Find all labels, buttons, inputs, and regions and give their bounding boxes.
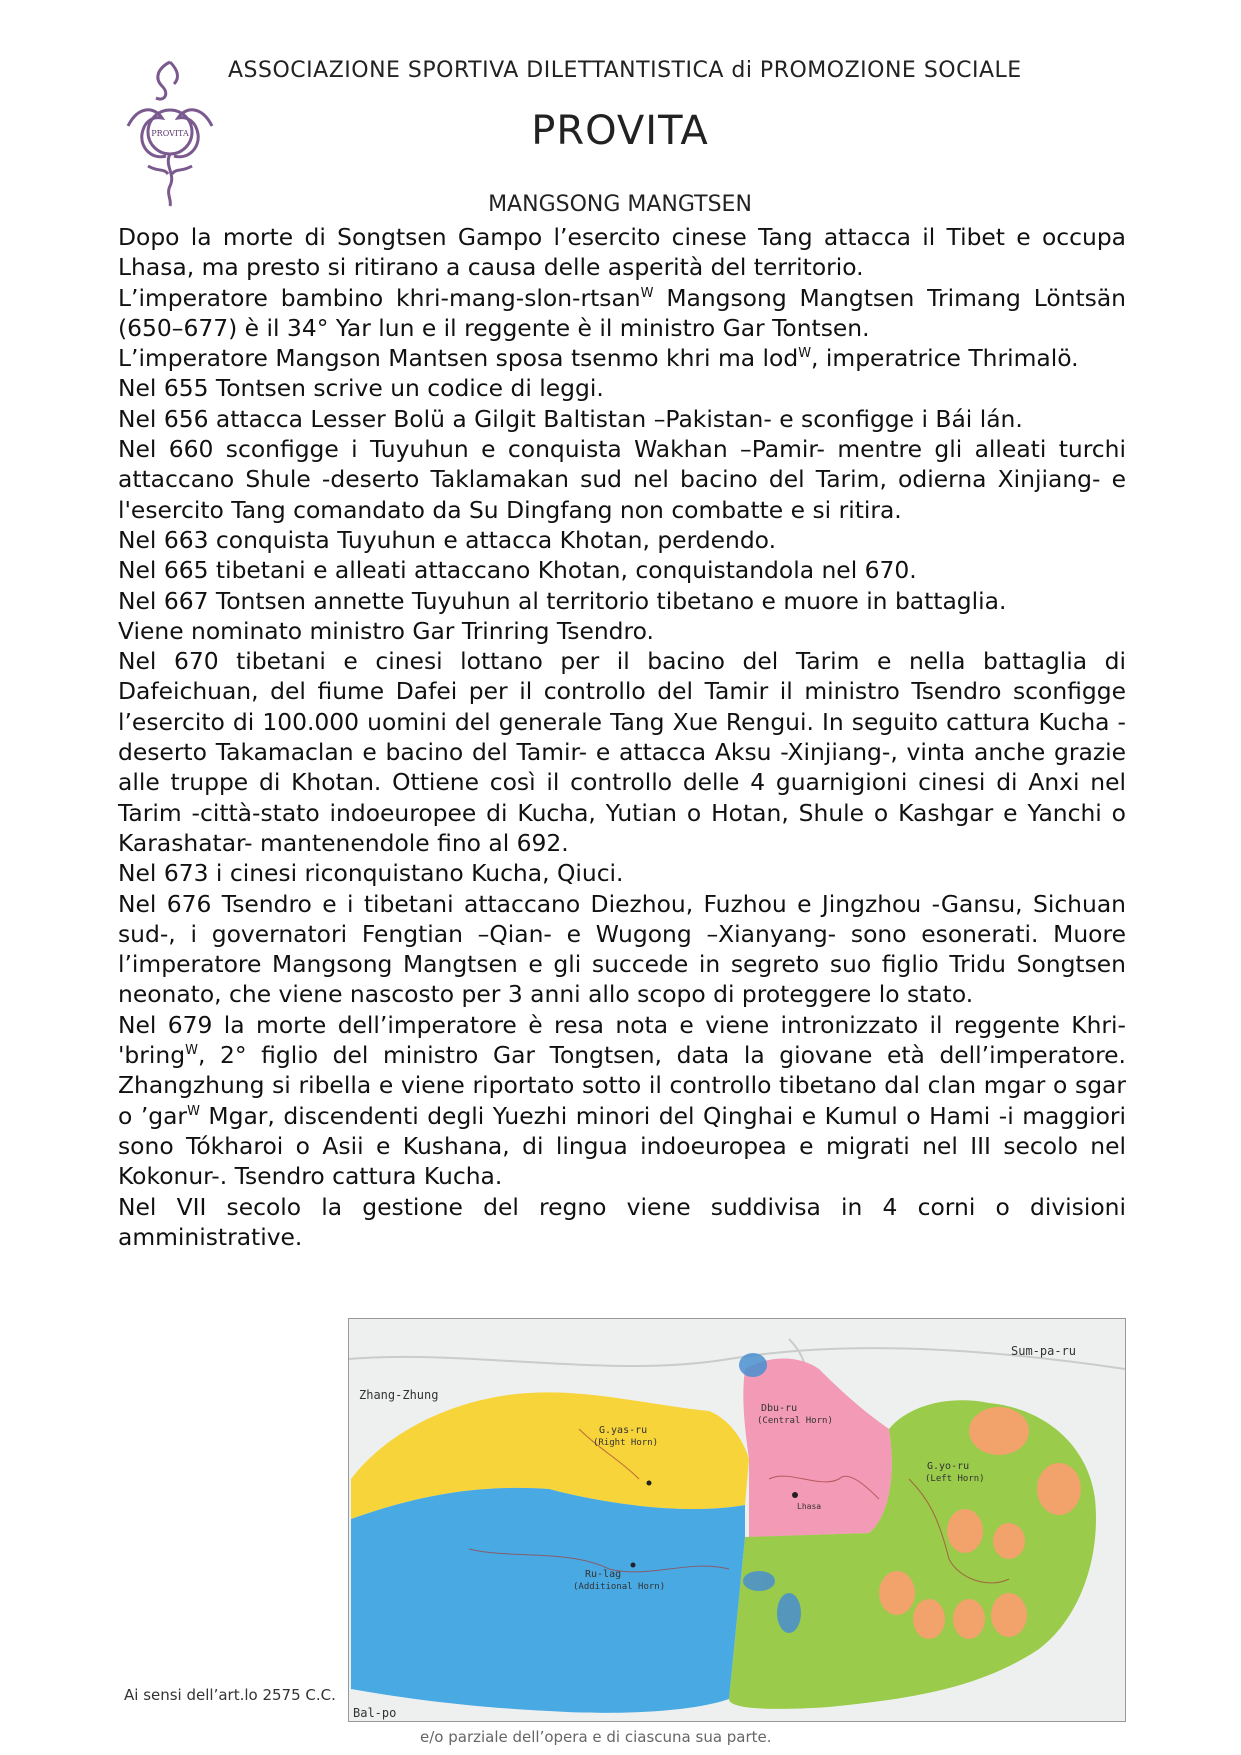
paragraph: Nel 676 Tsendro e i tibetani attaccano Diezhou, Fuzhou e Jingzhou -Gansu, Sichuan sud-, i governatori Fengtian –Qian- e Wugong –Xianyang- sono esonerati. Muore l’imperatore Mangsong Mangtsen e gli succede in segreto suo figlio Tridu Songtsen neonato, che viene nascosto per 3 anni allo scopo di proteggere lo stato. [118,889,1126,1009]
brand-name: PROVITA [531,108,709,154]
paragraph: Nel 670 tibetani e cinesi lottano per il bacino del Tarim e nella battaglia di Dafeichuan, del fiume Dafei per il controllo del Tamir il ministro Tsendro sconfigge l’esercito di 100.000 uomini del generale Tang Xue Rengui. In seguito cattura Kucha -deserto Takamaclan e bacino del Tamir- e attacca Aksu -Xinjiang-, vinta anche grazie alle truppe di Khotan. Ottiene così il controllo delle 4 guarnigioni cinesi di Anxi nel Tarim -città-stato indoeuropee di Kucha, Yutian o Hotan, Shule o Kashgar e Yanchi o Karashatar- mantenendole fino al 692. [118,647,1126,857]
label-uru: Dbu-ru [761,1403,798,1414]
label-rulag-sub: (Additional Horn) [573,1582,666,1592]
lhasa-marker [792,1492,798,1498]
label-yoru: G.yo-ru [927,1461,970,1472]
label-lhasa: Lhasa [797,1502,822,1511]
paragraph: L’imperatore bambino khri-mang-slon-rtsan$^W$ Mangsong Mangtsen Trimang Löntsän (650–677) è il 34° Yar lun e il reggente è il ministro Gar Tontsen. [118,283,1126,342]
label-yeru-sub: (Right Horn) [593,1438,659,1448]
document-body [118,222,1126,1252]
organization-name: ASSOCIAZIONE SPORTIVA DILETTANTISTICA di PROMOZIONE SOCIALE [228,58,1022,83]
paragraph: Nel VII secolo la gestione del regno viene suddivisa in 4 corni o divisioni amministrative. [118,1192,1126,1251]
svg-text:PROVITA: PROVITA [151,129,189,138]
tibet-horns-map [348,1318,1126,1722]
footer-bottom-line: e/o parziale dell’opera e di ciascuna sua parte. [420,1728,772,1746]
paragraph: Nel 656 attacca Lesser Bolü a Gilgit Baltistan –Pakistan- e sconfigge i Bái lán. [118,404,1023,433]
city-marker [631,1563,636,1568]
association-logo [118,56,222,208]
paragraph: Nel 663 conquista Tuyuhun e attacca Khotan, perdendo. [118,525,777,554]
label-uru-sub: (Central Horn) [757,1416,833,1426]
paragraph: Nel 679 la morte dell’imperatore è resa nota e viene intronizzato il reggente Khri-'bring$^W$, 2° figlio del ministro Gar Tongtsen, data la giovane età dell’imperatore. Zhangzhung si ribella e viene riportato sotto il controllo tibetano dal clan mgar o sgar o ’gar$^W$ Mgar, discendenti degli Yuezhi minori del Qinghai e Kumul o Hami -i maggiori sono Tókharoi o Asii e Kushana, di lingua indoeuropea e migrati nel III secolo nel Kokonur-. Tsendro cattura Kucha. [118,1010,1126,1191]
label-yeru: G.yas-ru [599,1425,648,1436]
page-title: MANGSONG MANGTSEN [488,192,752,217]
label-rulag: Ru-lag [585,1569,622,1580]
city-marker [647,1481,652,1486]
paragraph: Nel 655 Tontsen scrive un codice di leggi. [118,374,604,403]
label-balpo: Bal-po [353,1706,397,1720]
paragraph: L’imperatore Mangson Mantsen sposa tsenmo khri ma lod$^W$, imperatrice Thrimalö. [118,344,1079,373]
paragraph: Viene nominato ministro Gar Trinring Tsendro. [118,616,654,645]
paragraph: Nel 673 i cinesi riconquistano Kucha, Qiuci. [118,859,624,888]
paragraph: Dopo la morte di Songtsen Gampo l’esercito cinese Tang attacca il Tibet e occupa Lhasa, ma presto si ritirano a causa delle asperità del territorio. [118,223,1126,282]
paragraph: Nel 665 tibetani e alleati attaccano Khotan, conquistandola nel 670. [118,556,917,585]
label-zhangzhung: Zhang-Zhung [359,1388,439,1402]
footer-legal-note: Ai sensi dell’art.lo 2575 C.C. [124,1686,336,1704]
paragraph: Nel 660 sconfigge i Tuyuhun e conquista Wakhan –Pamir- mentre gli alleati turchi attaccano Shule -deserto Taklamakan sud nel bacino del Tarim, odierna Xinjiang- e l'esercito Tang comandato da Su Dingfang non combatte e si ritira. [118,435,1126,524]
label-sumparu: Sum-pa-ru [1011,1344,1077,1358]
label-yoru-sub: (Left Horn) [925,1474,985,1484]
region-rulag [351,1488,745,1713]
paragraph: Nel 667 Tontsen annette Tuyuhun al territorio tibetano e muore in battaglia. [118,586,1007,615]
